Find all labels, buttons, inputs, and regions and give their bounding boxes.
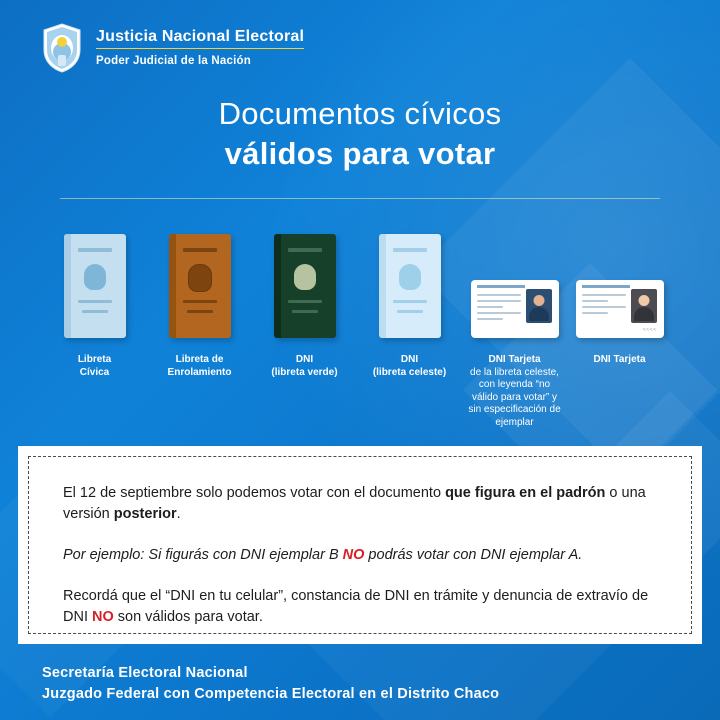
document-caption-line-1: Libreta [77,354,112,365]
notice-p3-text-a: Recordá que el “DNI en tu celular”, constancia de DNI en trámite y denuncia de extravío de DNI [63,588,649,626]
notice-p1-bold-1: que figura en el padrón [445,485,606,501]
notice-p1-text-a: El 12 de septiembre solo podemos votar con el documento [63,485,446,501]
document-caption-line-2: Cívica [79,366,110,378]
document-caption-line-2: (libreta verde) [271,366,338,378]
document-caption-line-2: (libreta celeste) [372,366,447,378]
document-caption [360,354,460,379]
notice-p3-no: NO [92,609,114,626]
header [40,22,304,74]
footer [42,663,499,707]
dni-libreta-celeste-icon [379,228,441,338]
notice-p2-text-a: Por ejemplo: Si figurás con DNI ejemplar B [63,547,343,564]
notice-p1-bold-2: posterior [113,506,177,523]
document-caption-line-1: DNI Tarjeta [488,354,541,365]
document-item [42,228,147,429]
document-caption [465,354,565,429]
notice-box [18,446,702,644]
notice-paragraph-3 [63,586,657,628]
dni-tarjeta-icon: <<<< [576,228,664,338]
notice-dashed-border [28,456,692,634]
page-title [0,96,720,199]
document-caption-line-2: de la libreta celeste, con leyenda “no válido para votar” y sin especificación de ejemplar [468,366,561,428]
title-divider [60,198,660,199]
document-item [462,228,567,429]
footer-line-2: Juzgado Federal con Competencia Electoral en el Distrito Chaco [42,686,500,703]
notice-p1-text-c: o una versión [63,485,646,523]
notice-p2-no: NO [342,547,365,564]
argentina-shield-icon [40,22,84,74]
document-caption-line-1: Libreta de [175,354,224,365]
document-caption-line-2: Enrolamiento [167,366,232,378]
org-subtitle: Poder Judicial de la Nación [96,55,251,68]
title-line-2: válidos para votar [224,136,496,171]
dni-tarjeta-celeste-icon [471,228,559,338]
document-item [252,228,357,429]
footer-line-1: Secretaría Electoral Nacional [42,664,248,681]
document-caption [255,354,355,379]
title-line-1: Documentos cívicos [218,96,502,131]
document-caption-line-1: DNI Tarjeta [593,354,646,365]
document-caption-line-1: DNI [400,354,419,365]
document-caption [150,354,250,379]
document-caption-line-1: DNI [295,354,314,365]
document-item [147,228,252,429]
libreta-enrolamiento-icon [169,228,231,338]
notice-paragraph-2 [63,545,657,566]
notice-paragraph-1 [63,483,657,525]
notice-p1-text-e: . [176,506,181,523]
notice-p3-text-b: son válidos para votar. [113,609,263,626]
document-caption [570,354,670,367]
document-caption [45,354,145,379]
dni-libreta-verde-icon [274,228,336,338]
document-item [567,228,672,429]
notice-p2-text-b: podrás votar con DNI ejemplar A. [364,547,583,564]
libreta-civica-icon [64,228,126,338]
org-title: Justicia Nacional Electoral [96,28,304,49]
document-item [357,228,462,429]
documents-row [42,228,682,429]
